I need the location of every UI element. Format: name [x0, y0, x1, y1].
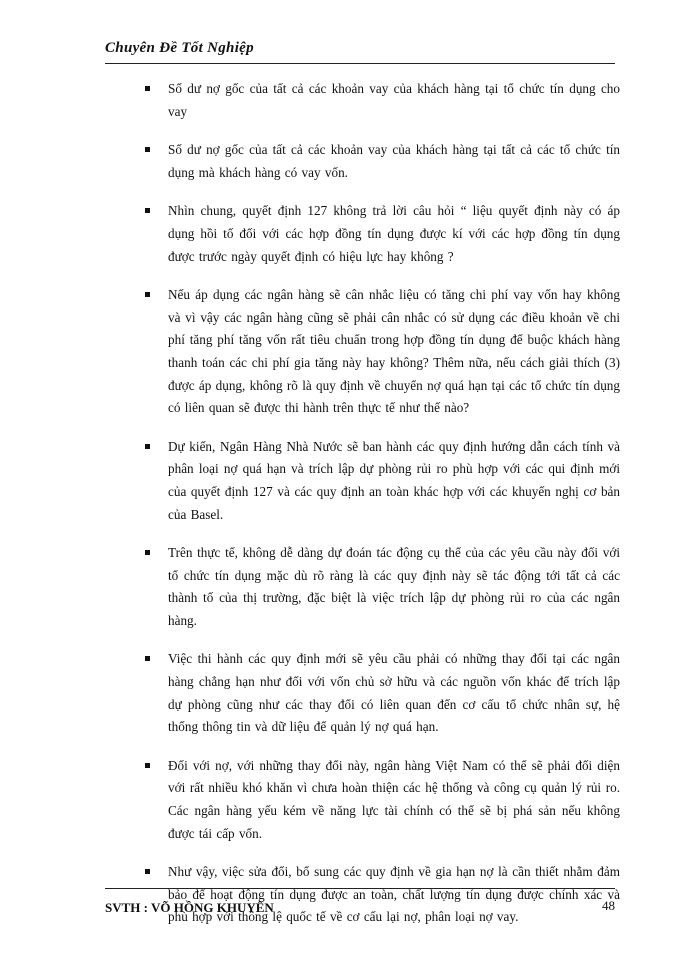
- list-item-text: Số dư nợ gốc của tất cả các khoản vay của khách hàng tại tổ chức tín dụng cho vay: [168, 81, 620, 119]
- list-item-text: Đối với nợ, với những thay đổi này, ngân hàng Việt Nam có thể sẽ phải đối diện với rất nhiều khó khăn vì chưa hoàn thiện các hệ thống và công cụ quản lý rủi ro. Các ngân hàng yếu kém về năng lực tài chính có thể sẽ bị phá sản nếu không được tái cấp vốn.: [168, 757, 620, 841]
- list-item: [140, 648, 620, 738]
- list-item-text: Nhìn chung, quyết định 127 không trả lời câu hỏi “ liệu quyết định này có áp dụng hồi tố đối với các hợp đồng tín dụng được kí với các hợp đồng tín dụng được trước ngày quyết định có hiệu lực hay không ?: [168, 203, 620, 264]
- list-item: [140, 139, 620, 184]
- list-item: [140, 436, 620, 526]
- list-item: [140, 755, 620, 845]
- list-item-text: Trên thực tế, không dễ dàng dự đoán tác động cụ thể của các yêu cầu này đối với tổ chức tín dụng mặc dù rõ ràng là các quy định này sẽ tác động tới tất cả các thành tố của thị trường, đặc biệt là việc trích lập dự phòng rủi ro của các ngân hàng.: [168, 545, 620, 628]
- list-item-text: Việc thi hành các quy định mới sẽ yêu cầu phải có những thay đổi tại các ngân hàng chẳng hạn như đối với vốn chủ sở hữu và các nguồn vốn khác để trích lập dự phòng cũng như các thay đổi có liên quan đến cơ cấu tổ chức nhân sự, hệ thống thông tin và dữ liệu để quản lý nợ quá hạn.: [168, 651, 620, 735]
- list-item-text: Như vậy, việc sửa đổi, bổ sung các quy định về gia hạn nợ là cần thiết nhằm đảm bảo để hoạt động tín dụng được an toàn, chất lượng tín dụng được chính xác và phù hợp với thông lệ quốc tế về cơ cấu lại nợ, phân loại nợ vay.: [168, 864, 620, 925]
- square-bullet-icon: [145, 550, 150, 555]
- header-divider: [105, 63, 615, 64]
- list-item: [140, 78, 620, 123]
- square-bullet-icon: [145, 656, 150, 661]
- bullet-list: [140, 78, 620, 945]
- square-bullet-icon: [145, 208, 150, 213]
- header-title: Chuyên Đề Tốt Nghiệp: [105, 40, 254, 56]
- square-bullet-icon: [145, 763, 150, 768]
- square-bullet-icon: [145, 444, 150, 449]
- list-item: [140, 542, 620, 632]
- footer-author: SVTH : VÕ HỒNG KHUYÊN: [105, 900, 274, 915]
- list-item-text: Nếu áp dụng các ngân hàng sẽ cân nhắc liệu có tăng chi phí vay vốn hay không và vì vậy các ngân hàng cũng sẽ phải cân nhắc có sử dụng các điều khoản về chi phí tăng phí tăng vốn rất tiêu chuẩn trong hợp đồng tín dụng để buộc khách hàng thanh toán các chi phí gia tăng này hay không? Thêm nữa, nếu cách giải thích (3) được áp dụng, không rõ là quy định về chuyển nợ quá hạn tại các tổ chức tín dụng có liên quan sẽ được thi hành trên thực tế như thế nào?: [168, 287, 620, 416]
- square-bullet-icon: [145, 147, 150, 152]
- list-item-text: Số dư nợ gốc của tất cả các khoản vay của khách hàng tại tất cả các tổ chức tín dụng mà khách hàng có vay vốn.: [168, 142, 620, 180]
- footer-divider: [105, 888, 615, 889]
- square-bullet-icon: [145, 86, 150, 91]
- list-item: [140, 861, 620, 929]
- list-item-text: Dự kiến, Ngân Hàng Nhà Nước sẽ ban hành các quy định hướng dẫn cách tính và phân loại nợ quá hạn và trích lập dự phòng rủi ro phù hợp với các qui định mới của quyết định 127 và các quy định an toàn khác hợp với các khuyến nghị cơ bản của Basel.: [168, 438, 620, 522]
- square-bullet-icon: [145, 869, 150, 874]
- square-bullet-icon: [145, 292, 150, 297]
- list-item: [140, 284, 620, 420]
- page-number: 48: [602, 898, 615, 913]
- list-item: [140, 200, 620, 268]
- page-header: [105, 40, 615, 57]
